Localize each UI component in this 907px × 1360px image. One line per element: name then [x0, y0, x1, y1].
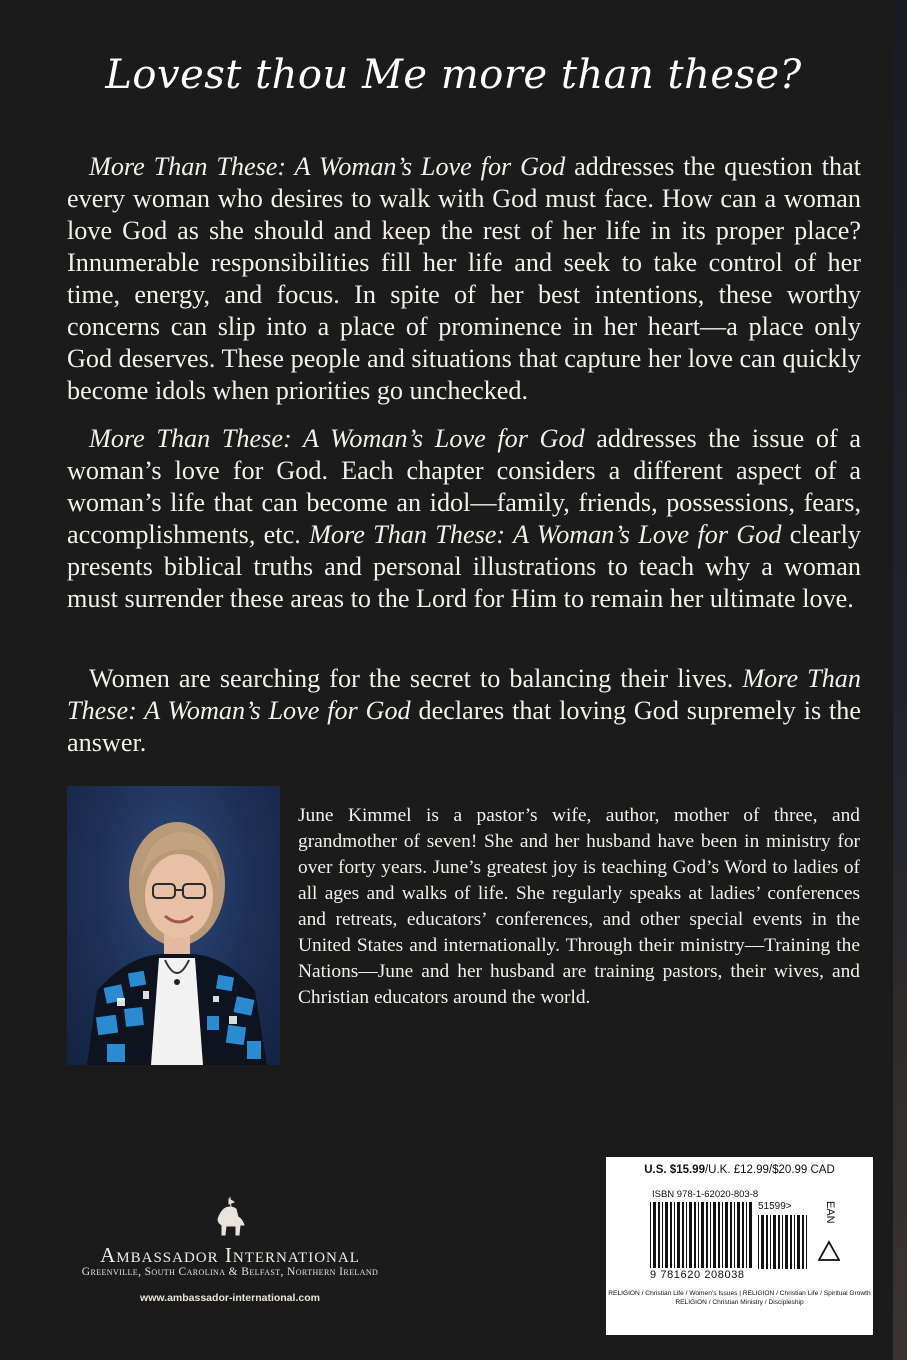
barcode-bar [698, 1202, 699, 1268]
barcode-bar [734, 1202, 735, 1268]
book-title: More Than These: A Woman’s Love for God [89, 152, 566, 181]
barcode-bar [694, 1202, 696, 1268]
category-list: RELIGION / Christian Life / Women’s Issues | RELIGION / Christian Life / Spiritual Growth RELIGION / Christian Ministry / Discipleship [608, 1290, 871, 1306]
barcode-bar [773, 1215, 776, 1269]
barcode-bar [682, 1202, 684, 1268]
barcode-bar [761, 1215, 764, 1269]
author-portrait-illustration [67, 786, 280, 1065]
barcode-bar [770, 1215, 771, 1269]
barcode-bar [665, 1202, 668, 1268]
barcode-bar [802, 1215, 804, 1269]
addon-digits: 51599> [758, 1201, 792, 1212]
ean-barcode [650, 1202, 754, 1270]
barcode-bar [758, 1215, 759, 1269]
blurb-paragraph-1: More Than These: A Woman’s Love for God addresses the question that every woman who desires to walk with God must face. How can a woman love God as she should and keep the rest of her life in its proper place? Innumerable responsibilities fill her life and seek to take control of her time, energy, and focus. In spite of her best intentions, these worthy concerns can slip into a place of prominence in her heart—a place only God deserves. These people and situations that capture her love can quickly become idols when priorities go unchecked. [67, 152, 861, 405]
barcode-bar [722, 1202, 723, 1268]
price-line: U.S. $15.99/U.K. £12.99/$20.99 CAD [644, 1164, 835, 1176]
barcode-bar [658, 1202, 660, 1268]
author-bio: June Kimmel is a pastor’s wife, author, mother of three, and grandmother of seven! She and her husband have been in ministry for over forty years. June’s greatest joy is teaching God’s Word to ladies of all ages and walks of life. She regularly speaks at ladies’ conferences and retreats, educators’ conferences, and other special events in the United States and internationally. Through their ministry—Training the Nations—June and her husband are training pastors, their wives, and Christian educators around the world. [298, 805, 860, 1008]
barcode-bar [718, 1202, 720, 1268]
addon-barcode [758, 1215, 816, 1271]
barcode-bar [749, 1202, 752, 1268]
barcode-bar [653, 1202, 656, 1268]
barcode-bar [785, 1215, 788, 1269]
barcode-bar [674, 1202, 675, 1268]
author-photo [67, 786, 280, 1065]
barcode-bar [794, 1215, 795, 1269]
isbn-text: ISBN 978-1-62020-803-8 [652, 1189, 759, 1200]
cover-edge-strip [893, 0, 907, 1360]
barcode-bar [706, 1202, 708, 1268]
barcode-box [606, 1157, 873, 1335]
ean-label: EAN [824, 1201, 836, 1224]
blurb-paragraph-2: More Than These: A Woman’s Love for God addresses the issue of a woman’s love for God. Each chapter considers a different aspect of a woman’s life that can become an idol—family, friends, possessions, fears, accomplishments, etc. More Than These: A Woman’s Love for God clearly presents biblical truths and personal illustrations to teach why a woman must surrender these areas to the Lord for Him to remain her ultimate love. [67, 424, 861, 613]
barcode-bar [710, 1202, 711, 1268]
headline: Lovest thou Me more than these? [105, 52, 802, 98]
barcode-bar [778, 1215, 780, 1269]
triangle-icon [818, 1240, 840, 1262]
barcode-bar [746, 1202, 747, 1268]
barcode-bar [766, 1215, 768, 1269]
ean-digits: 9 781620 208038 [650, 1269, 745, 1281]
barcode-bar [730, 1202, 732, 1268]
book-title: More Than These: A Woman’s Love for God [67, 664, 861, 725]
barcode-bar [725, 1202, 728, 1268]
barcode-bar [797, 1215, 800, 1269]
book-title: More Than These: A Woman’s Love for God [89, 424, 585, 453]
barcode-bar [713, 1202, 716, 1268]
publisher-location: Greenville, South Carolina & Belfast, Northern Ireland [81, 1266, 379, 1278]
barcode-bar [701, 1202, 704, 1268]
barcode-bar [742, 1202, 744, 1268]
barcode-bar [650, 1202, 651, 1268]
knight-horse-icon [210, 1195, 250, 1237]
barcode-bar [689, 1202, 692, 1268]
barcode-bar [737, 1202, 740, 1268]
barcode-bar [782, 1215, 783, 1269]
barcode-bar [806, 1215, 807, 1269]
publisher-url[interactable]: www.ambassador-international.com [140, 1292, 320, 1304]
blurb-paragraph-3: Women are searching for the secret to balancing their lives. More Than These: A Woman’s Love for God declares that loving God supremely is the answer. [67, 664, 861, 757]
barcode-bar [790, 1215, 792, 1269]
publisher-block [60, 1195, 400, 1304]
barcode-bar [670, 1202, 672, 1268]
book-title: More Than These: A Woman’s Love for God [309, 520, 782, 549]
barcode-bar [677, 1202, 680, 1268]
publisher-name: Ambassador International [100, 1243, 360, 1267]
barcode-bar [686, 1202, 687, 1268]
barcode-bar [662, 1202, 663, 1268]
